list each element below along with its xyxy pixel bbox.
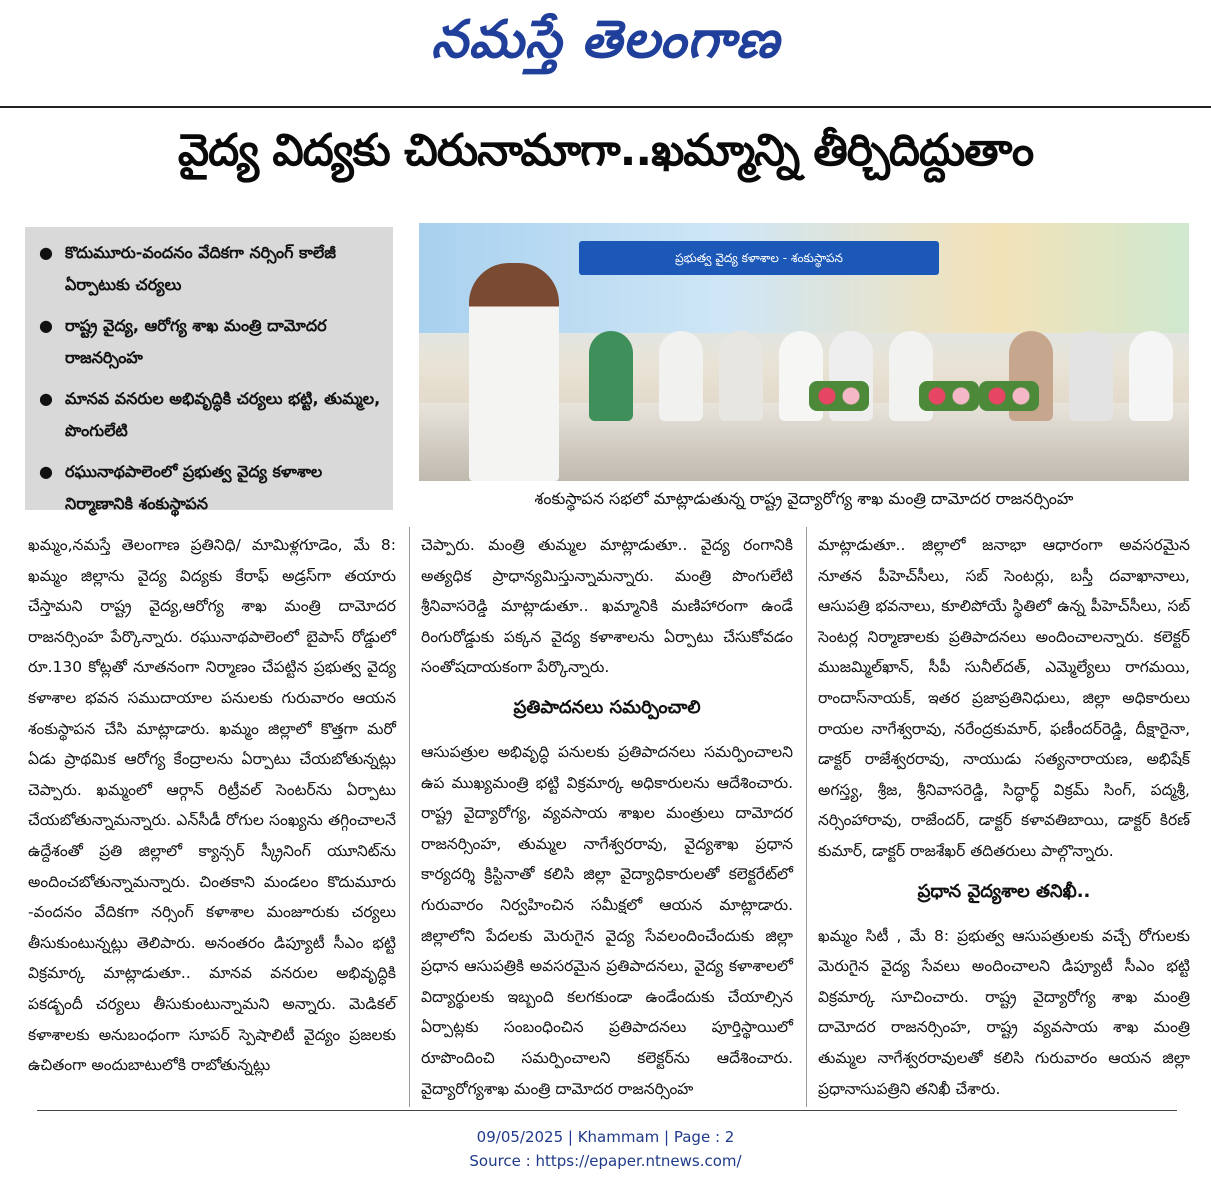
column-divider (409, 527, 410, 1107)
bullet-icon: ● (39, 243, 53, 262)
bullet-icon: ● (39, 462, 53, 481)
photo-caption: శంకుస్థాపన సభలో మాట్లాడుతున్న రాష్ట్ర వైద్యారోగ్య శాఖ మంత్రి దామోదర రాజనర్సింహ (534, 489, 1074, 508)
flower-decoration (919, 381, 979, 411)
newspaper-logo: నమస్తే తెలంగాణ (431, 9, 780, 70)
article-paragraph: ఆసుపత్రుల అభివృద్ధి పనులకు ప్రతిపాదనలు సమర్పించాలని ఉప ముఖ్యమంత్రి భట్టి విక్రమార్క అధికారులను ఆదేశించారు. రాష్ట్ర వైద్యారోగ్య, వ్యవసాయ శాఖల మంత్రులు దామోదర రాజనర్సింహ, తుమ్మల నాగేశ్వరరావు, వైద్యశాఖ ప్రధాన కార్యదర్శి క్రిస్టినాతో కలిసి జిల్లా వైద్యాధికారులతో కలెక్టరేట్‌లో గురువారం నిర్వహించిన సమీక్షలో ఆయన మాట్లాడారు. జిల్లాలోని పేదలకు మెరుగైన వైద్య సేవలందించేందుకు జిల్లా ప్రధాన ఆసుపత్రికి అవసరమైన ప్రతిపాదనలు, వైద్య కళాశాలలో విద్యార్థులకు ఇబ్బంది కలగకుండా ఉండేందుకు చేయాల్సిన ఏర్పాట్లకు సంబంధించిన ప్రతిపాదనలు పూర్తిస్థాయిలో రూపొందించి సమర్పించాలని కలెక్టర్‌ను ఆదేశించారు. వైద్యారోగ్యశాఖ మంత్రి దామోదర రాజనర్సింహ (421, 742, 793, 1098)
article-paragraph: ఖమ్మం,నమస్తే తెలంగాణ ప్రతినిధి/ మామిళ్లగూడెం, మే 8: ఖమ్మం జిల్లాను వైద్య విద్యకు కేరాఫ్ అడ్రస్‌గా తయారు చేస్తామని రాష్ట్ర వైద్య,ఆరోగ్య శాఖ మంత్రి దామోదర రాజనర్సింహ పేర్కొన్నారు. రఘునాథపాలెంలో బైపాస్ రోడ్డులో రూ.130 కోట్లతో నూతనంగా నిర్మాణం చేపట్టిన ప్రభుత్వ వైద్య కళాశాల భవన సముదాయాల పనులకు గురువారం ఆయన శంకుస్థాపన చేసి మాట్లాడారు. ఖమ్మం జిల్లాలో కొత్తగా మరో ఏడు ప్రాథమిక ఆరోగ్య కేంద్రాలను ఏర్పాటు చేయబోతున్నట్లు చెప్పారు. ఖమ్మంలో ఆర్గాన్ రిట్రీవల్ సెంటర్‌ను ఏర్పాటు చేయబోతున్నామన్నారు. ఎన్‌సీడీ రోగుల సంఖ్యను తగ్గించాలనే ఉద్దేశంతో ప్రతి జిల్లాలో క్యాన్సర్ స్క్రీనింగ్ యూనిట్‌ను అందించబోతున్నామన్నారు. చింతకాని మండలం కొదుమూరు -వందనం వేదికగా నర్సింగ్ కళాశాల మంజూరుకు చర్యలు తీసుకుంటున్నట్లు తెలిపారు. అనంతరం డిప్యూటీ సీఎం భట్టి విక్రమార్క మాట్లాడుతూ.. మానవ వనరుల అభివృద్ధికి పకడ్బందీ చర్యలు తీసుకుంటున్నామని అన్నారు. మెడికల్ కళాశాలకు అనుబంధంగా సూపర్ స్పెషాలిటీ వైద్యం ప్రజలకు ఉచితంగా అందుబాటులోకి రాబోతున్నట్లు (28, 536, 396, 1075)
article-paragraph: చెప్పారు. మంత్రి తుమ్మల మాట్లాడుతూ.. వైద్య రంగానికి అత్యధిక ప్రాధాన్యమిస్తున్నామన్నారు. మంత్రి పొంగులేటి శ్రీనివాసరెడ్డి మాట్లాడుతూ.. ఖమ్మానికి మణిహారంగా ఉండే రింగురోడ్డుకు పక్కన వైద్య కళాశాలను ఏర్పాటు చేసుకోవడం సంతోషదాయకంగా పేర్కొన్నారు. (421, 536, 793, 677)
footer-date-line: 09/05/2025 | Khammam | Page : 2 (476, 1128, 735, 1146)
top-rule (0, 106, 1211, 108)
attendee-figure (1129, 331, 1173, 421)
speaker-figure (469, 263, 559, 481)
flower-decoration (979, 381, 1039, 411)
news-photo (419, 223, 1189, 481)
highlight-text: రఘునాథపాలెంలో ప్రభుత్వ వైద్య కళాశాల నిర్మాణానికి శంకుస్థాపన (65, 462, 323, 513)
bottom-rule (37, 1110, 1177, 1111)
article-paragraph: మాట్లాడుతూ.. జిల్లాలో జనాభా ఆధారంగా అవసరమైన నూతన పీహెచ్‌సీలు, సబ్ సెంటర్లు, బస్తీ దవాఖానాలు, ఆసుపత్రి భవనాలు, కూలిపోయే స్థితిలో ఉన్న పీహెచ్‌సీలు, సబ్ సెంటర్ల నిర్మాణాలకు ప్రతిపాదనలు అందించాలన్నారు. కలెక్టర్ ముజమ్మిల్‌ఖాన్, సీపీ సునీల్‌దత్, ఎమ్మెల్యేలు రాగమయి, రాందాస్‌నాయక్, ఇతర ప్రజాప్రతినిధులు, జిల్లా అధికారులు రాయల నాగేశ్వరావు, నరేంద్రకుమార్, ఫణీందర్‌రెడ్డి, దీక్షారైనా, డాక్టర్ రాజేశ్వరరావు, నాయుడు సత్యనారాయణ, అభిషేక్ అగస్త్య, శ్రీజ, శ్రీనివాసరెడ్డి, సిద్ధార్థ్ విక్రమ్ సింగ్, పద్మశ్రీ, నర్సింహారావు, రాజేందర్, డాక్టర్ కళావతిబాయి, డాక్టర్ కిరణ్ కుమార్, డాక్టర్ రాజశేఖర్ తదితరులు పాల్గొన్నారు. (818, 536, 1190, 860)
article-column-1 (28, 530, 396, 1081)
article-column-2 (421, 530, 793, 1104)
attendee-figure (659, 331, 703, 421)
masthead (0, 0, 1211, 80)
highlight-text: రాష్ట్ర వైద్య, ఆరోగ్య శాఖ మంత్రి దామోదర రాజనర్సింహ (65, 316, 327, 367)
column-divider (806, 527, 807, 1107)
highlight-item (39, 383, 383, 447)
highlight-item (39, 237, 383, 301)
headline: వైద్య విద్యకు చిరునామాగా..ఖమ్మాన్ని తీర్చిదిద్దుతాం (177, 125, 1034, 176)
attendee-figure (719, 331, 763, 421)
flower-decoration (809, 381, 869, 411)
subheading: ప్రతిపాదనలు సమర్పించాలి (513, 696, 701, 718)
attendee-figure (589, 331, 633, 421)
event-banner-text: ప్రభుత్వ వైద్య కళాశాల - శంకుస్థాపన (579, 241, 939, 275)
bullet-icon: ● (39, 389, 53, 408)
bullet-icon: ● (39, 316, 53, 335)
article-column-3 (818, 530, 1190, 1104)
subheading: ప్రధాన వైద్యశాల తనిఖీ.. (917, 880, 1091, 902)
highlight-item (39, 310, 383, 374)
highlight-item (39, 456, 383, 520)
highlight-text: కొదుమూరు-వందనం వేదికగా నర్సింగ్ కాలేజీ ఏర్పాటుకు చర్యలు (65, 243, 336, 294)
highlight-text: మానవ వనరుల అభివృద్ధికి చర్యలు భట్టి, తుమ్మల, పొంగులేటి (65, 389, 381, 440)
highlights-box (25, 227, 393, 513)
attendee-figure (1069, 331, 1113, 421)
footer-source-line: Source : https://epaper.ntnews.com/ (469, 1152, 742, 1170)
article-paragraph: ఖమ్మం సిటీ , మే 8: ప్రభుత్వ ఆసుపత్రులకు వచ్చే రోగులకు మెరుగైన వైద్య సేవలు అందించాలని డిప్యూటీ సీఎం భట్టి విక్రమార్క సూచించారు. రాష్ట్ర వైద్యారోగ్య శాఖ మంత్రి దామోదర రాజనర్సింహ, రాష్ట్ర వ్యవసాయ శాఖ మంత్రి తుమ్మల నాగేశ్వరరావులతో కలిసి గురువారం ఆయన జిల్లా ప్రధానాసుపత్రిని తనిఖీ చేశారు. (818, 926, 1190, 1098)
